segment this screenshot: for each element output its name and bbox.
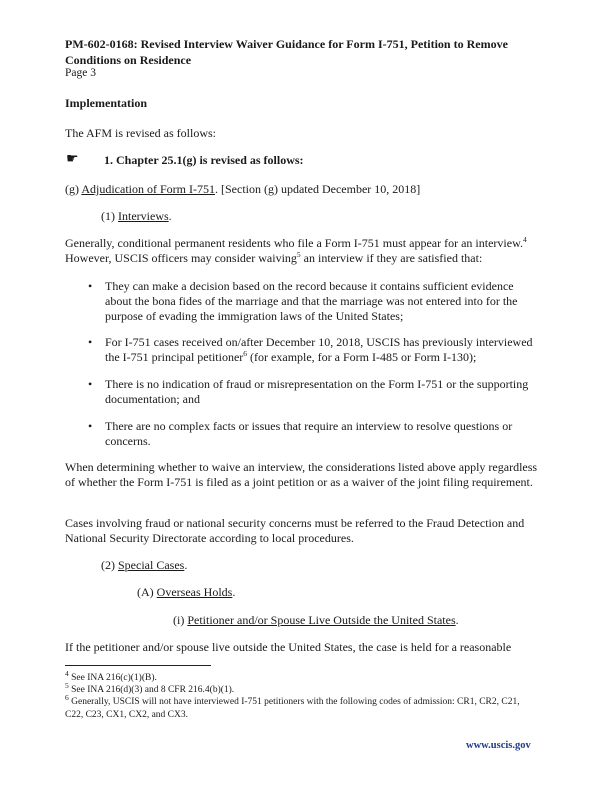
memo-title: PM-602-0168: Revised Interview Waiver Guidance for Form I-751, Petition to Remove Conditions on Residence (65, 37, 508, 67)
bullet-marker: • (88, 377, 93, 391)
footnote-ref-4: 4 (522, 235, 527, 244)
paragraph-general-line2b: an interview if they are satisfied that: (300, 251, 483, 265)
subsection-g (65, 182, 420, 197)
subsection-i-title: Petitioner and/or Spouse Live Outside the United States (187, 613, 456, 627)
paragraph-last: If the petitioner and/or spouse live outside the United States, the case is held for a reasonable (65, 640, 512, 654)
footnote-text: See INA 216(d)(3) and 8 CFR 216.4(b)(1). (68, 685, 235, 695)
bullet-text-a: For I-751 cases received on/after December 10, 2018, USCIS has previously interviewed the I-751 principal petitioner (105, 335, 533, 364)
footnote-number: 5 (65, 680, 69, 690)
paragraph-general (65, 236, 545, 266)
paragraph-waive: When determining whether to waive an interview, the considerations listed above apply regardless of whether the Form I-751 is filed as a joint petition or as a waiver of the joint filing requirement. (65, 460, 538, 489)
bullet-item (105, 335, 537, 365)
subsection-a-suffix: . (232, 585, 236, 599)
subsection-g-suffix: . [Section (g) updated December 10, 2018] (215, 182, 421, 196)
paragraph-fraud: Cases involving fraud or national security concerns must be referred to the Fraud Detection and National Security Directorate according to local procedures. (65, 516, 525, 545)
subsection-2-prefix: (2) (101, 558, 118, 572)
subsection-2 (101, 558, 187, 573)
bullet-text-b: (for example, for a Form I-485 or Form I-130); (247, 350, 477, 364)
bullet-item: They can make a decision based on the record because it contains sufficient evidence about the bona fides of the marriage and that the marriage was not entered into for the purpose of evading the immigration laws of the United States; (105, 279, 518, 323)
subsection-a (137, 585, 235, 600)
subsection-a-prefix: (A) (137, 585, 157, 599)
subsection-g-prefix: (g) (65, 182, 82, 196)
pointing-hand-icon: ☛ (66, 152, 79, 167)
subsection-2-suffix: . (184, 558, 188, 572)
footnote-text: See INA 216(c)(1)(B). (68, 673, 157, 683)
footnote-ref-6: 6 (243, 349, 248, 358)
bullet-item: There is no indication of fraud or misrepresentation on the Form I-751 or the supporting documentation; and (105, 377, 529, 406)
paragraph-general-line2a: However, USCIS officers may consider waiving (65, 251, 297, 265)
bullet-marker: • (88, 279, 93, 293)
bullet-marker: • (88, 335, 93, 349)
subsection-1 (101, 209, 172, 224)
subsection-2-title: Special Cases (118, 558, 185, 572)
bullet-marker: • (88, 419, 93, 433)
subsection-1-title: Interviews (118, 209, 169, 223)
page-number: Page 3 (65, 67, 96, 79)
subsection-1-suffix: . (168, 209, 172, 223)
subsection-i-prefix: (i) (173, 613, 188, 627)
subsection-1-prefix: (1) (101, 209, 118, 223)
footnote-ref-5: 5 (296, 250, 301, 259)
footnote-number: 4 (65, 668, 69, 678)
subsection-i-suffix: . (455, 613, 459, 627)
footnote-divider (65, 665, 211, 666)
paragraph-general-line1: Generally, conditional permanent residents who file a Form I-751 must appear for an interview. (65, 236, 523, 250)
bullet-item: There are no complex facts or issues that require an interview to resolve questions or concerns. (105, 419, 513, 448)
footnote-6 (65, 692, 535, 721)
intro-text: The AFM is revised as follows: (65, 126, 216, 140)
footer-url-link[interactable]: www.uscis.gov (466, 740, 531, 751)
footnote-text: Generally, USCIS will not have interviewed I-751 petitioners with the following codes of admission: CR1, CR2, C21, C22, C23, CX1, CX2, and CX3. (65, 697, 520, 720)
chapter-item: 1. Chapter 25.1(g) is revised as follows: (104, 153, 304, 167)
subsection-a-title: Overseas Holds (156, 585, 233, 599)
subsection-i (173, 613, 459, 628)
footnote-number: 6 (65, 692, 69, 702)
footnote-5 (65, 680, 535, 697)
section-heading: Implementation (65, 96, 147, 110)
subsection-g-title: Adjudication of Form I-751 (81, 182, 215, 196)
footnote-4 (65, 668, 535, 685)
